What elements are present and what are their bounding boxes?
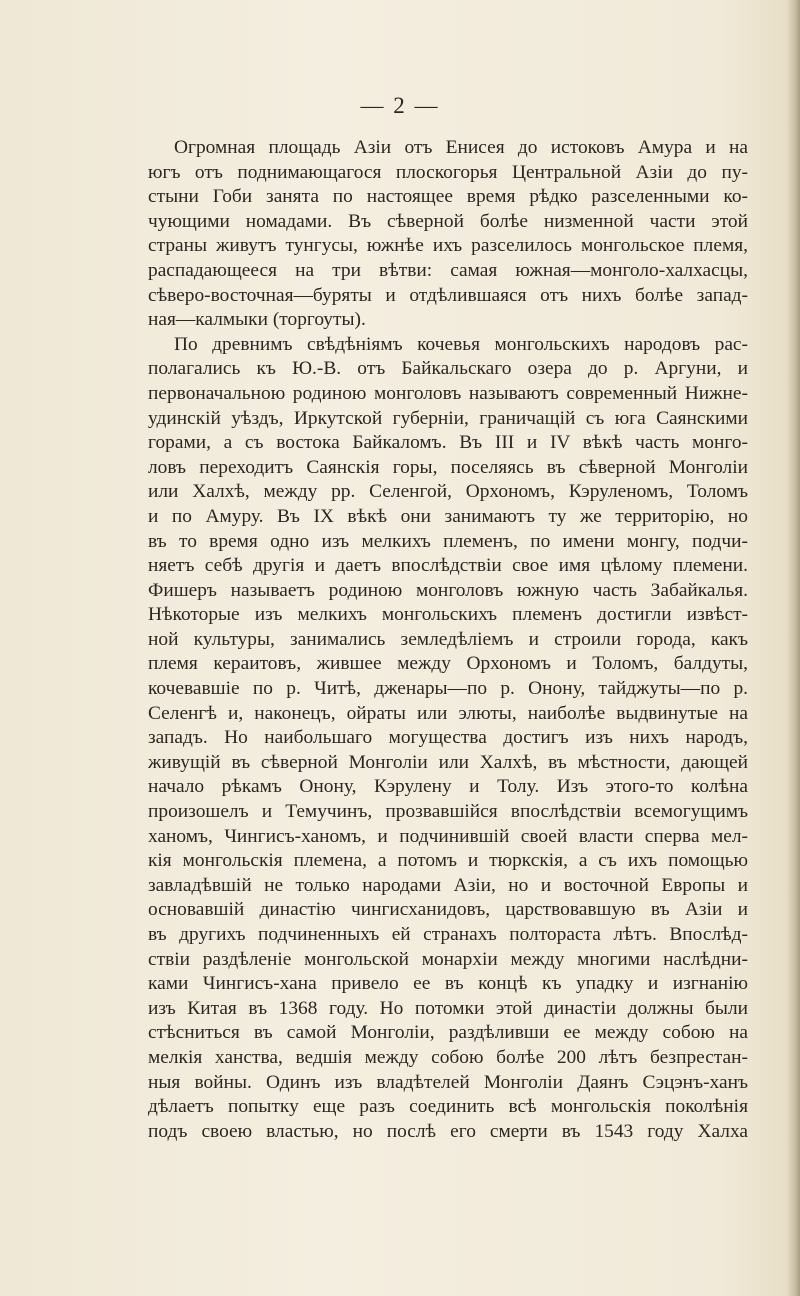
text-line: ловъ переходитъ Саянскія горы, поселяясь въ сѣверной Монголіи [148, 456, 748, 478]
text-line: Нѣкоторые изъ мелкихъ монгольскихъ племенъ достигли извѣст- [148, 604, 748, 626]
text-line: или Халхѣ, между рр. Селенгой, Орхономъ, Кэруленомъ, Толомъ [148, 481, 748, 503]
text-line: племя кераитовъ, жившее между Орхономъ и Толомъ, балдуты, [148, 653, 748, 675]
text-line: полагались къ Ю.-В. отъ Байкальскаго озера до р. Аргуни, и [148, 358, 748, 380]
text-line: основавшій династію чингисханидовъ, царствовавшую въ Азіи и [148, 899, 748, 921]
text-line: дѣлаетъ попытку еще разъ соединить всѣ монгольскія поколѣнія [148, 1096, 748, 1118]
text-line: удинскій уѣздъ, Иркутской губерніи, граничащій съ юга Саянскими [148, 407, 748, 429]
text-line: страны живутъ тунгусы, южнѣе ихъ разселилось монгольское племя, [148, 235, 748, 257]
text-line: мелкія ханства, ведшія между собою болѣе 200 лѣтъ безпрестан- [148, 1046, 748, 1068]
text-line: стѣсниться въ самой Монголіи, раздѣливши ее между собою на [148, 1022, 748, 1044]
paragraph-1 [148, 136, 748, 333]
text-line: ная—калмыки (торгоуты). [148, 309, 366, 331]
text-line: няетъ себѣ другія и даетъ впослѣдствіи свое имя цѣлому племени. [148, 555, 748, 577]
text-line: распадающееся на три вѣтви: самая южная—монголо-халхасцы, [148, 259, 748, 281]
text-line: югъ отъ поднимающагося плоскогорья Центральной Азіи до пу- [148, 161, 748, 183]
text-line: ныя войны. Одинъ изъ владѣтелей Монголіи Даянъ Сэцэнъ-ханъ [148, 1071, 748, 1093]
text-line: ками Чингисъ-хана привело ее въ концѣ къ упадку и изгнанію [148, 973, 748, 995]
text-line: Огромная площадь Азіи отъ Енисея до истоковъ Амура и на [174, 137, 748, 158]
text-line: чующими номадами. Въ сѣверной болѣе низменной части этой [148, 210, 748, 232]
text-line: кія монгольскія племена, а потомъ и тюркскія, а съ ихъ помощью [148, 850, 748, 872]
paragraph-2 [148, 333, 748, 1145]
body-text [148, 136, 748, 1144]
text-line: изъ Китая въ 1368 году. Но потомки этой династіи должны были [148, 997, 748, 1019]
text-line: и по Амуру. Въ IX вѣкѣ они занимаютъ ту же территорію, но [148, 505, 748, 527]
text-line: Селенгѣ и, наконецъ, ойраты или элюты, наиболѣе выдвинутые на [148, 702, 748, 724]
text-line: въ другихъ подчиненныхъ ей странахъ полтораста лѣтъ. Впослѣд- [148, 924, 748, 945]
page-number: — 2 — [360, 93, 440, 118]
text-line: ствіи раздѣленіе монгольской монархіи между многими наслѣдни- [148, 948, 748, 970]
text-line: первоначальною родиною монголовъ называютъ современный Нижне- [148, 382, 748, 404]
text-line: По древнимъ свѣдѣніямъ кочевья монгольскихъ народовъ рас- [174, 333, 748, 355]
text-line: подъ своею властью, но послѣ его смерти въ 1543 году Халха [148, 1120, 748, 1142]
text-line: кочевавшіе по р. Читѣ, дженары—по р. Онону, тайджуты—по р. [148, 678, 748, 700]
text-line: ной культуры, занимались земледѣліемъ и строили города, какъ [148, 628, 748, 650]
text-line: живущій въ сѣверной Монголіи или Халхѣ, въ мѣстности, дающей [148, 751, 748, 773]
page-edge-shadow [786, 0, 800, 1296]
text-line: сѣверо-восточная—буряты и отдѣлившаяся отъ нихъ болѣе запад- [148, 284, 748, 306]
text-line: ханомъ, Чингисъ-ханомъ, и подчинившій своей власти сперва мел- [148, 825, 748, 847]
text-line: западъ. Но наибольшаго могущества достигъ изъ нихъ народъ, [148, 727, 748, 749]
text-line: Фишеръ называетъ родиною монголовъ южную часть Забайкалья. [148, 579, 748, 601]
text-line: начало рѣкамъ Онону, Кэрулену и Толу. Изъ этого-то колѣна [148, 776, 748, 798]
text-line: горами, а съ востока Байкаломъ. Въ III и IV вѣкѣ часть монго- [148, 432, 748, 454]
text-line: стыни Гоби занята по настоящее время рѣдко разселенными ко- [148, 186, 748, 208]
text-line: въ то время одно изъ мелкихъ племенъ, по имени монгу, подчи- [148, 530, 748, 552]
text-line: завладѣвшій не только народами Азіи, но и восточной Европы и [148, 874, 748, 896]
text-line: произошелъ и Темучинъ, прозвавшійся впослѣдствіи всемогущимъ [148, 801, 748, 823]
